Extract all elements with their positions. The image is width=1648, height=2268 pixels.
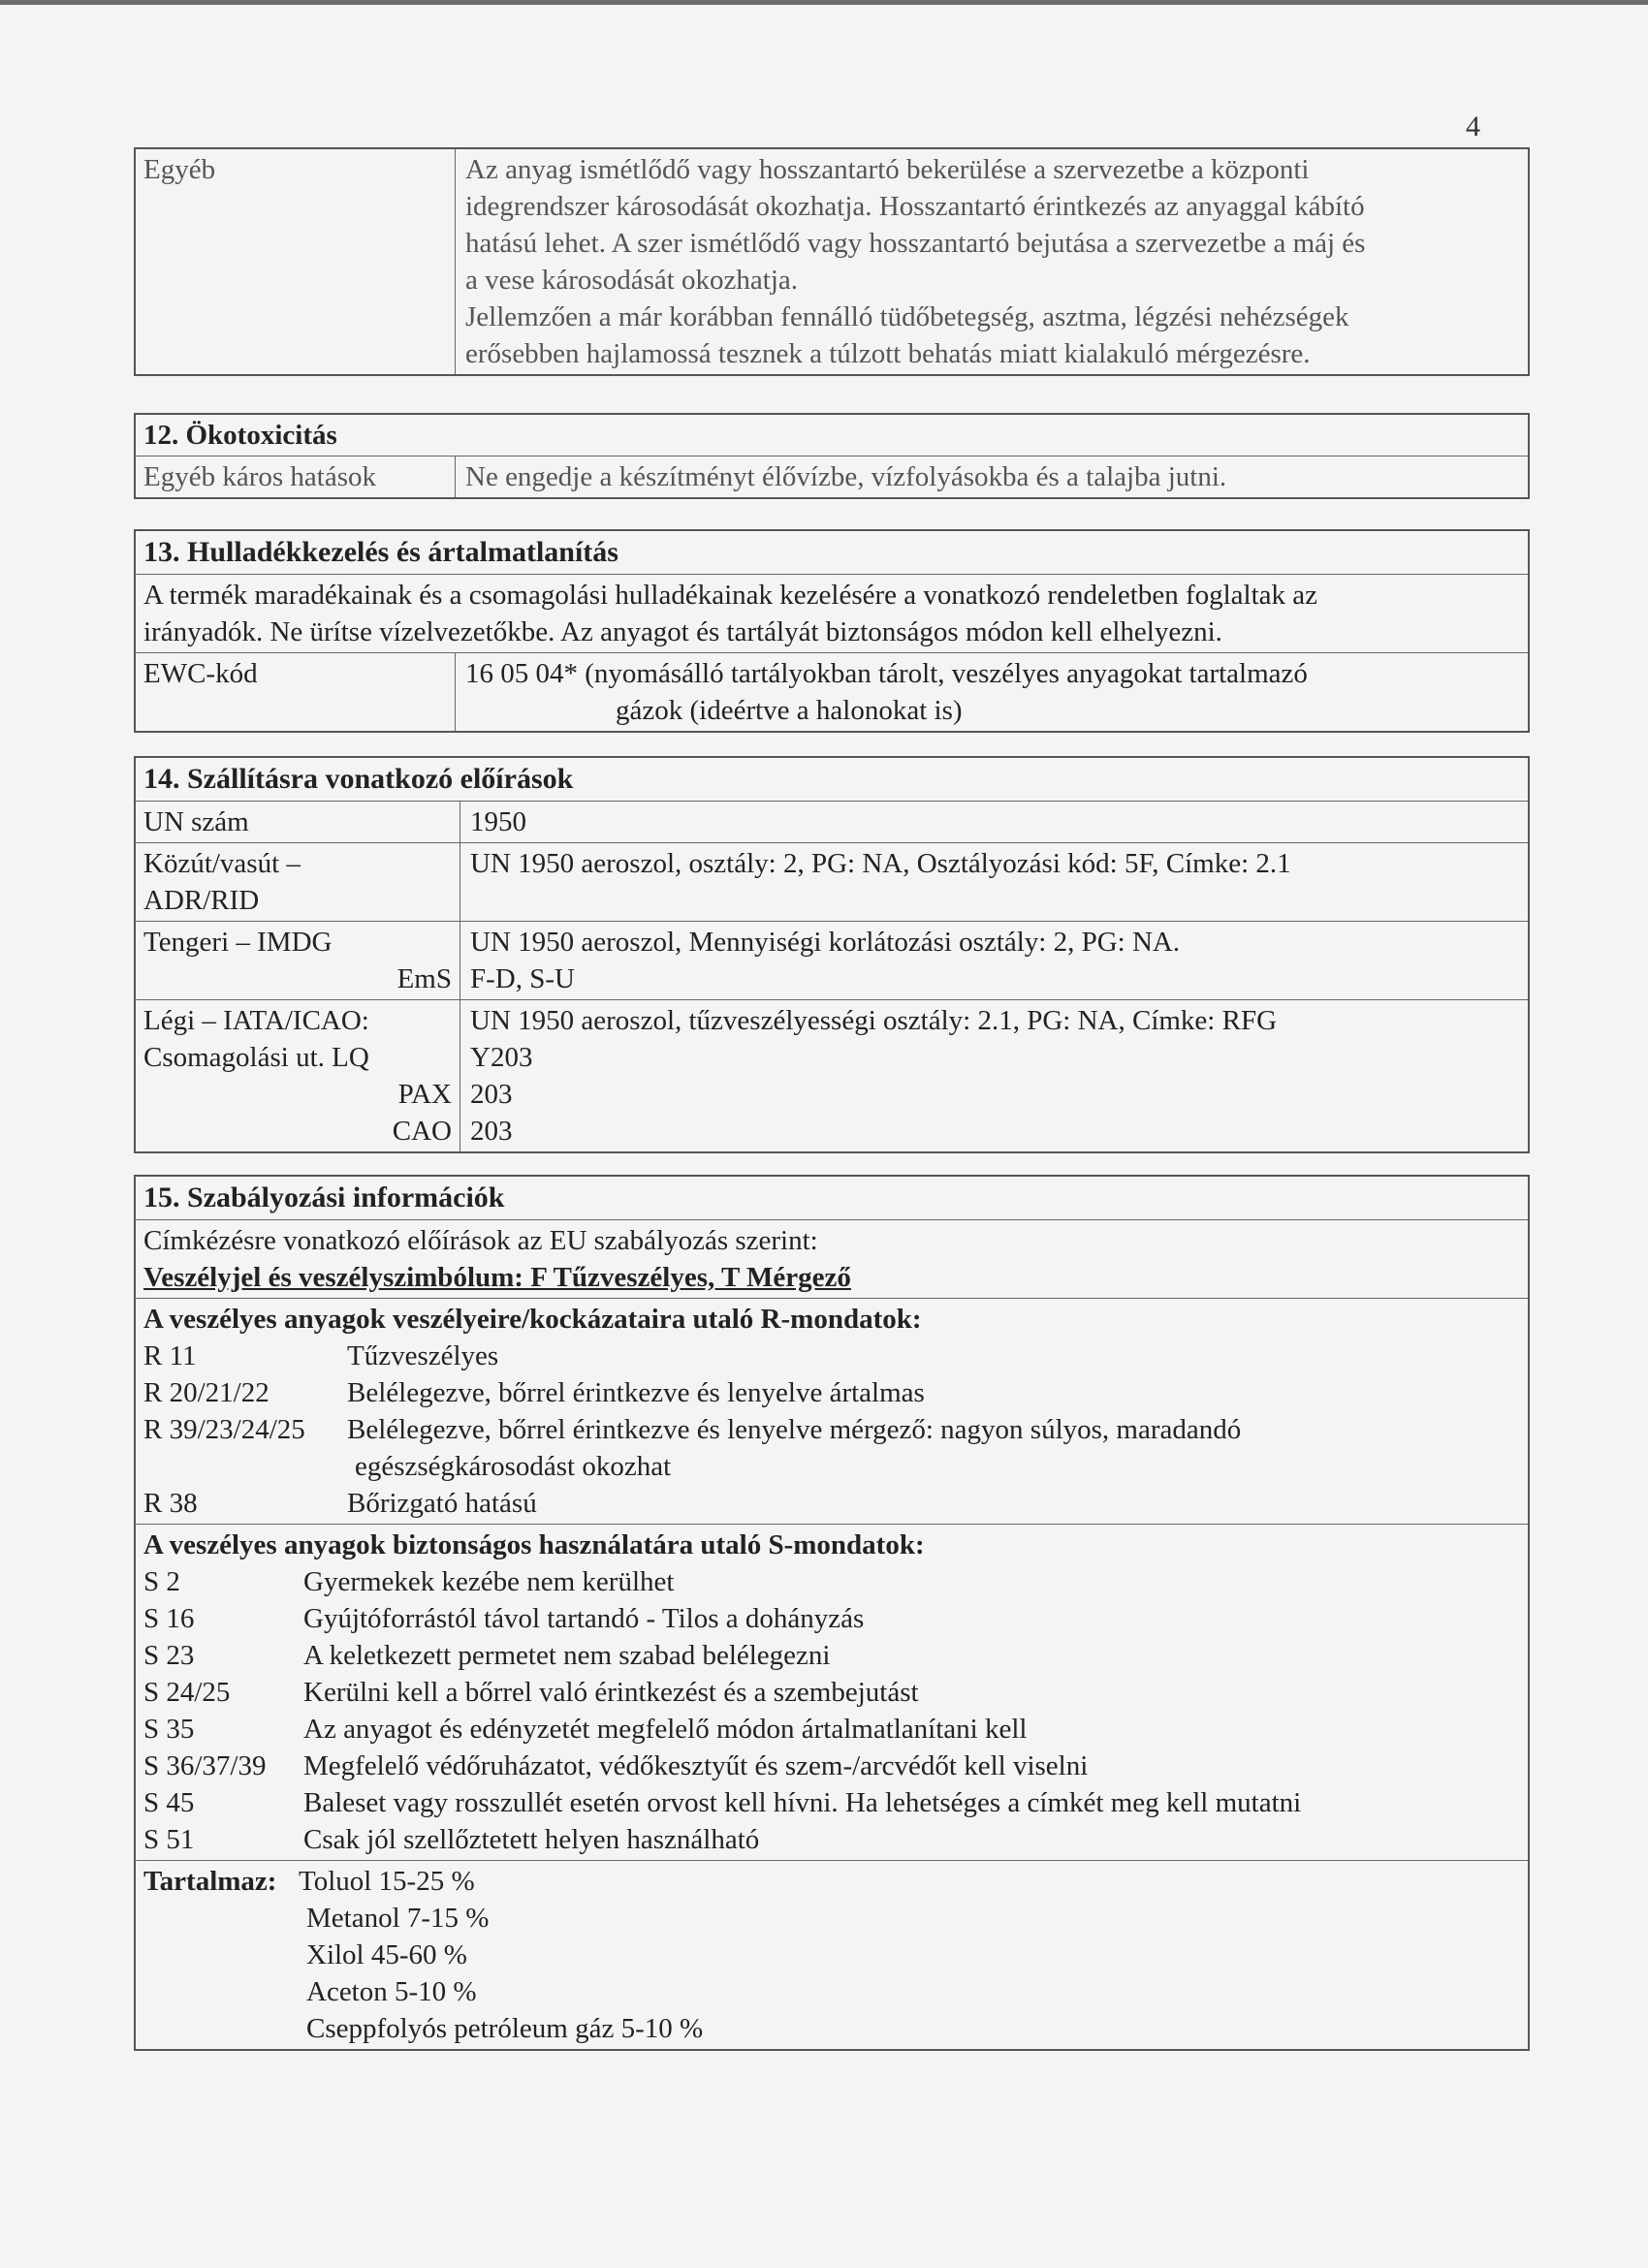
contains-item: Toluol 15-25 %: [299, 1866, 475, 1897]
section-15-title: 15. Szabályozási információk: [143, 1181, 505, 1213]
contains-item: Metanol 7-15 %: [306, 1903, 490, 1934]
sea-value-line: UN 1950 aeroszol, Mennyiségi korlátozási osztály: 2, PG: NA.: [470, 927, 1181, 958]
eco-value: Ne engedje a készítményt élővízbe, vízfolyásokba és a talajba jutni.: [465, 461, 1227, 492]
s-text: Baleset vagy rosszullét esetén orvost kell hívni. Ha lehetséges a címkét meg kell mutatni: [303, 1787, 1302, 1818]
page-number: 4: [1466, 110, 1480, 142]
other-line: Jellemzően a már korábban fennálló tüdőbetegség, asztma, légzési nehézségek: [465, 301, 1349, 332]
r-code: R 39/23/24/25: [143, 1414, 305, 1445]
eco-label: Egyéb káros hatások: [136, 457, 456, 497]
other-label: Egyéb: [136, 149, 456, 374]
sea-label-line: Tengeri – IMDG: [143, 927, 333, 958]
section-15-table: [134, 1175, 1530, 2051]
r-phrase-row: [143, 1374, 1520, 1411]
top-rule: [0, 0, 1648, 5]
other-value: [456, 149, 1528, 374]
pack-label: Csomagolási ut. LQ: [143, 1042, 369, 1073]
section-13-table: [134, 529, 1530, 733]
s-text: Csak jól szellőztetett helyen használható: [303, 1824, 760, 1855]
ems-value: F-D, S-U: [470, 963, 575, 994]
section-14-table: [134, 756, 1530, 1153]
r-code: R 20/21/22: [143, 1377, 269, 1408]
sea-value: [460, 922, 1528, 999]
ewc-label: EWC-kód: [136, 653, 456, 731]
un-number-value: 1950: [470, 806, 526, 837]
s-code: S 45: [143, 1787, 195, 1818]
air-label-line: Légi – IATA/ICAO:: [143, 1005, 369, 1036]
s-phrase-row: [143, 1563, 1520, 1600]
s-code: S 16: [143, 1603, 195, 1634]
road-label: [136, 843, 460, 921]
ewc-line: 16 05 04* (nyomásálló tartályokban tárolt, veszélyes anyagokat tartalmazó: [465, 658, 1308, 689]
road-value: UN 1950 aeroszol, osztály: 2, PG: NA, Osztályozási kód: 5F, Címke: 2.1: [470, 848, 1291, 879]
waste-line: irányadók. Ne ürítse vízelvezetőkbe. Az anyagot és tartályát biztonságos módon kell elhelyezni.: [143, 616, 1222, 647]
r-text: Bőrizgató hatású: [347, 1488, 537, 1519]
pax-label: PAX: [397, 1079, 452, 1110]
s-text: Az anyagot és edényzetét megfelelő módon ártalmatlanítani kell: [303, 1714, 1028, 1745]
section-12-table: [134, 413, 1530, 499]
s-code: S 51: [143, 1824, 195, 1855]
other-line: hatású lehet. A szer ismétlődő vagy hosszantartó bejutása a szervezetbe a máj és: [465, 228, 1366, 259]
s-phrase-row: [143, 1674, 1520, 1711]
section-13-title: 13. Hulladékkezelés és ártalmatlanítás: [143, 536, 618, 568]
contains-item: Cseppfolyós petróleum gáz 5-10 %: [306, 2013, 704, 2044]
air-value: [460, 1000, 1528, 1151]
r-code: R 11: [143, 1340, 197, 1371]
ewc-line: gázok (ideértve a halonokat is): [616, 695, 963, 726]
cao-label: CAO: [392, 1116, 452, 1147]
ewc-value: [456, 653, 1528, 731]
s-text: Gyújtóforrástól távol tartandó - Tilos a dohányzás: [303, 1603, 865, 1634]
other-line: idegrendszer károsodását okozhatja. Hosszantartó érintkezés az anyaggal kábító: [465, 191, 1365, 222]
ems-label: EmS: [396, 963, 452, 994]
section-14-title: 14. Szállításra vonatkozó előírások: [143, 763, 574, 795]
s-phrase-row: [143, 1711, 1520, 1748]
waste-line: A termék maradékainak és a csomagolási hulladékainak kezelésére a vonatkozó rendeletben foglaltak az: [143, 580, 1318, 611]
s-text: Megfelelő védőruházatot, védőkesztyűt és szem-/arcvédőt kell viselni: [303, 1750, 1089, 1781]
air-value-line: UN 1950 aeroszol, tűzveszélyességi osztály: 2.1, PG: NA, Címke: RFG: [470, 1005, 1278, 1036]
contains-row: [143, 1863, 1520, 1900]
air-label: [136, 1000, 460, 1151]
hazard-symbol-line: Veszélyjel és veszélyszimbólum: F Tűzveszélyes, T Mérgező: [143, 1262, 851, 1293]
labelling-block: [136, 1220, 859, 1298]
contains-item: Aceton 5-10 %: [306, 1976, 477, 2007]
s-code: S 23: [143, 1640, 195, 1671]
r-text: Belélegezve, bőrrel érintkezve és lenyelve mérgező: nagyon súlyos, maradandó: [347, 1414, 1242, 1445]
section-12-title: 12. Ökotoxicitás: [143, 420, 337, 451]
s-phrase-row: [143, 1748, 1520, 1784]
other-line: erősebben hajlamossá tesznek a túlzott behatás miatt kialakuló mérgezésre.: [465, 338, 1311, 369]
r-text: Tűzveszélyes: [347, 1340, 499, 1371]
contains-item: Xilol 45-60 %: [306, 1939, 467, 1970]
road-label-line: Közút/vasút –: [143, 848, 301, 879]
r-phrase-continuation: egészségkárosodást okozhat: [355, 1451, 672, 1482]
waste-text: [136, 575, 1325, 652]
r-phrases-block: [136, 1299, 1528, 1524]
pack-value: Y203: [470, 1042, 533, 1073]
s-phrase-row: [143, 1821, 1520, 1858]
s-code: S 35: [143, 1714, 195, 1745]
road-label-line: ADR/RID: [143, 885, 260, 916]
r-text: Belélegezve, bőrrel érintkezve és lenyelve ártalmas: [347, 1377, 925, 1408]
cao-value: 203: [470, 1116, 513, 1147]
pax-value: 203: [470, 1079, 513, 1110]
un-number-label: UN szám: [136, 802, 460, 842]
r-phrase-row: [143, 1338, 1520, 1374]
other-line: Az anyag ismétlődő vagy hosszantartó bekerülése a szervezetbe a központi: [465, 154, 1310, 185]
s-phrase-row: [143, 1784, 1520, 1821]
s-code: S 2: [143, 1566, 180, 1597]
s-phrases-block: [136, 1525, 1528, 1860]
contains-block: [136, 1861, 1528, 2049]
s-text: Gyermekek kezébe nem kerülhet: [303, 1566, 675, 1597]
s-phrase-row: [143, 1637, 1520, 1674]
s-text: A keletkezett permetet nem szabad belélegezni: [303, 1640, 831, 1671]
r-phrase-row: [143, 1411, 1520, 1448]
s-code: S 36/37/39: [143, 1750, 267, 1781]
r-phrase-row: [143, 1485, 1520, 1522]
contains-label: Tartalmaz:: [143, 1866, 277, 1897]
r-phrases-title: A veszélyes anyagok veszélyeire/kockázataira utaló R-mondatok:: [143, 1304, 922, 1335]
s-text: Kerülni kell a bőrrel való érintkezést és a szembejutást: [303, 1677, 919, 1708]
s-phrases-title: A veszélyes anyagok biztonságos használatára utaló S-mondatok:: [143, 1529, 925, 1560]
labelling-intro: Címkézésre vonatkozó előírások az EU szabályozás szerint:: [143, 1225, 818, 1256]
other-line: a vese károsodását okozhatja.: [465, 265, 799, 296]
s-phrase-row: [143, 1600, 1520, 1637]
r-code: R 38: [143, 1488, 198, 1519]
section-11-other-table: [134, 147, 1530, 376]
sea-label: [136, 922, 460, 999]
s-code: S 24/25: [143, 1677, 231, 1708]
